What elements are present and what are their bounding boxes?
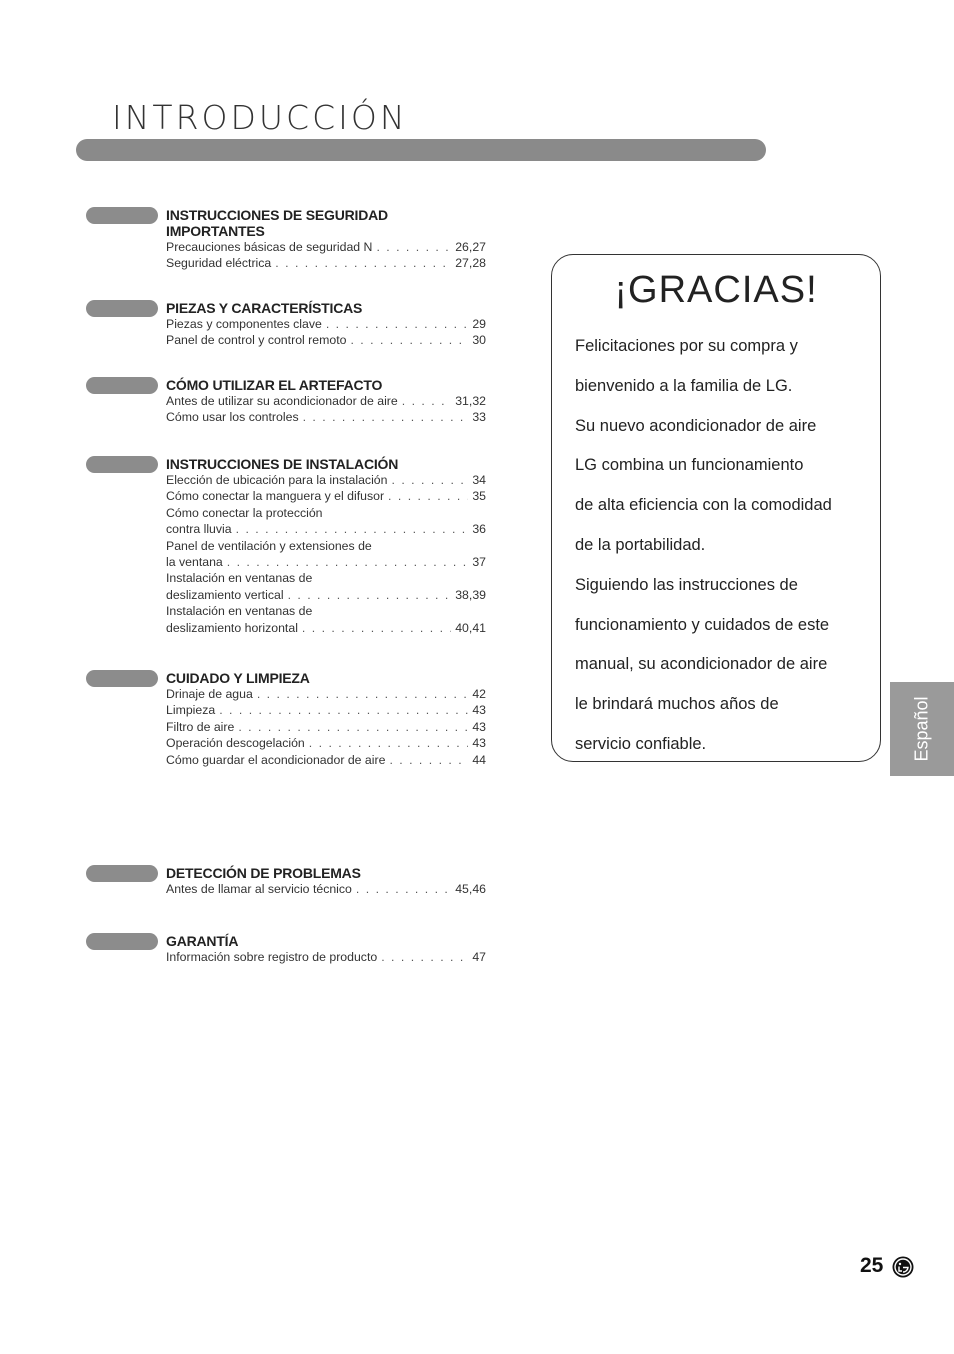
toc-entry[interactable]: Seguridad eléctrica . . . 27,28	[166, 255, 486, 271]
toc-section-usage	[86, 377, 506, 426]
thanks-line: LG combina un funcionamiento	[575, 456, 804, 475]
toc-entry[interactable]: Antes de utilizar su acondicionador de aire . . . 31,32	[166, 393, 486, 409]
toc-entry[interactable]: Cómo guardar el acondicionador de aire . . . 44	[166, 752, 486, 768]
thanks-line: manual, su acondicionador de aire	[575, 655, 828, 674]
section-marker-pill	[86, 933, 158, 950]
toc-entry[interactable]: contra lluvia . . . 36	[166, 521, 486, 537]
toc-entry[interactable]: Panel de control y control remoto . . . 30	[166, 332, 486, 348]
toc-entry[interactable]: Antes de llamar al servicio técnico . . . 45,46	[166, 881, 486, 897]
toc-entry[interactable]: Panel de ventilación y extensiones de	[166, 538, 372, 553]
toc-section-care	[86, 670, 506, 768]
section-marker-pill	[86, 670, 158, 687]
section-marker-pill	[86, 207, 158, 224]
section-title: INSTRUCCIONES DE SEGURIDAD	[166, 207, 388, 223]
thanks-line: servicio confiable.	[575, 734, 707, 753]
toc-entry[interactable]: Instalación en ventanas de	[166, 604, 313, 619]
toc-entry[interactable]: Piezas y componentes clave . . . 29	[166, 316, 486, 332]
toc-section-safety	[86, 207, 506, 272]
section-title: IMPORTANTES	[166, 223, 265, 239]
toc-section-warranty	[86, 933, 506, 965]
lg-logo-icon	[892, 1256, 914, 1278]
section-title: PIEZAS Y CARACTERÍSTICAS	[166, 300, 363, 316]
thanks-line: Su nuevo acondicionador de aire	[575, 416, 817, 435]
toc-entry[interactable]: Operación descogelación . . . 43	[166, 735, 486, 751]
section-title: DETECCIÓN DE PROBLEMAS	[166, 865, 361, 881]
toc-entry[interactable]: Drinaje de agua . . . 42	[166, 686, 486, 702]
thanks-title: ¡GRACIAS!	[614, 269, 818, 311]
toc-entry[interactable]: deslizamiento horizontal . . . 40,41	[166, 620, 486, 636]
toc-entry[interactable]: Limpieza . . . 43	[166, 702, 486, 718]
thanks-line: Siguiendo las instrucciones de	[575, 575, 798, 594]
thanks-box	[551, 254, 881, 762]
thanks-message	[575, 327, 832, 765]
thanks-line: le brindará muchos años de	[575, 695, 779, 714]
section-marker-pill	[86, 456, 158, 473]
section-title: CUIDADO Y LIMPIEZA	[166, 670, 310, 686]
toc-entry[interactable]: Información sobre registro de producto . . . 47	[166, 949, 486, 965]
toc-section-installation	[86, 456, 506, 636]
toc-entry[interactable]: Precauciones básicas de seguridad N . . . 26,27	[166, 239, 486, 255]
toc-entry[interactable]: Elección de ubicación para la instalación . . . 34	[166, 472, 486, 488]
toc-section-troubleshooting	[86, 865, 506, 897]
thanks-line: Felicitaciones por su compra y	[575, 337, 798, 355]
toc-entry[interactable]: Cómo conectar la protección	[166, 505, 323, 520]
section-marker-pill	[86, 377, 158, 394]
language-label: Español	[911, 696, 932, 762]
thanks-line: bienvenido a la familia de LG.	[575, 376, 793, 395]
section-title: GARANTÍA	[166, 933, 239, 949]
section-marker-pill	[86, 865, 158, 882]
section-title: INSTRUCCIONES DE INSTALACIÓN	[166, 456, 399, 472]
section-title: CÓMO UTILIZAR EL ARTEFACTO	[166, 377, 383, 393]
section-marker-pill	[86, 300, 158, 317]
thanks-line: de alta eficiencia con la comodidad	[575, 496, 832, 515]
toc-entry[interactable]: Cómo conectar la manguera y el difusor . . . 35	[166, 488, 486, 504]
page-number: 25	[860, 1254, 884, 1277]
title-underline-bar	[76, 139, 766, 161]
toc-entry[interactable]: Cómo usar los controles . . . 33	[166, 409, 486, 425]
thanks-line: de la portabilidad.	[575, 535, 706, 554]
toc-entry[interactable]: Filtro de aire . . . 43	[166, 719, 486, 735]
language-side-tab[interactable]	[890, 682, 954, 776]
toc-section-parts	[86, 300, 506, 349]
toc-entry[interactable]: la ventana . . . 37	[166, 554, 486, 570]
thanks-line: funcionamiento y cuidados de este	[575, 615, 830, 634]
toc-entry[interactable]: deslizamiento vertical . . . 38,39	[166, 587, 486, 603]
page-title: INTRODUCCIÓN	[112, 98, 408, 137]
toc-entry[interactable]: Instalación en ventanas de	[166, 571, 313, 586]
